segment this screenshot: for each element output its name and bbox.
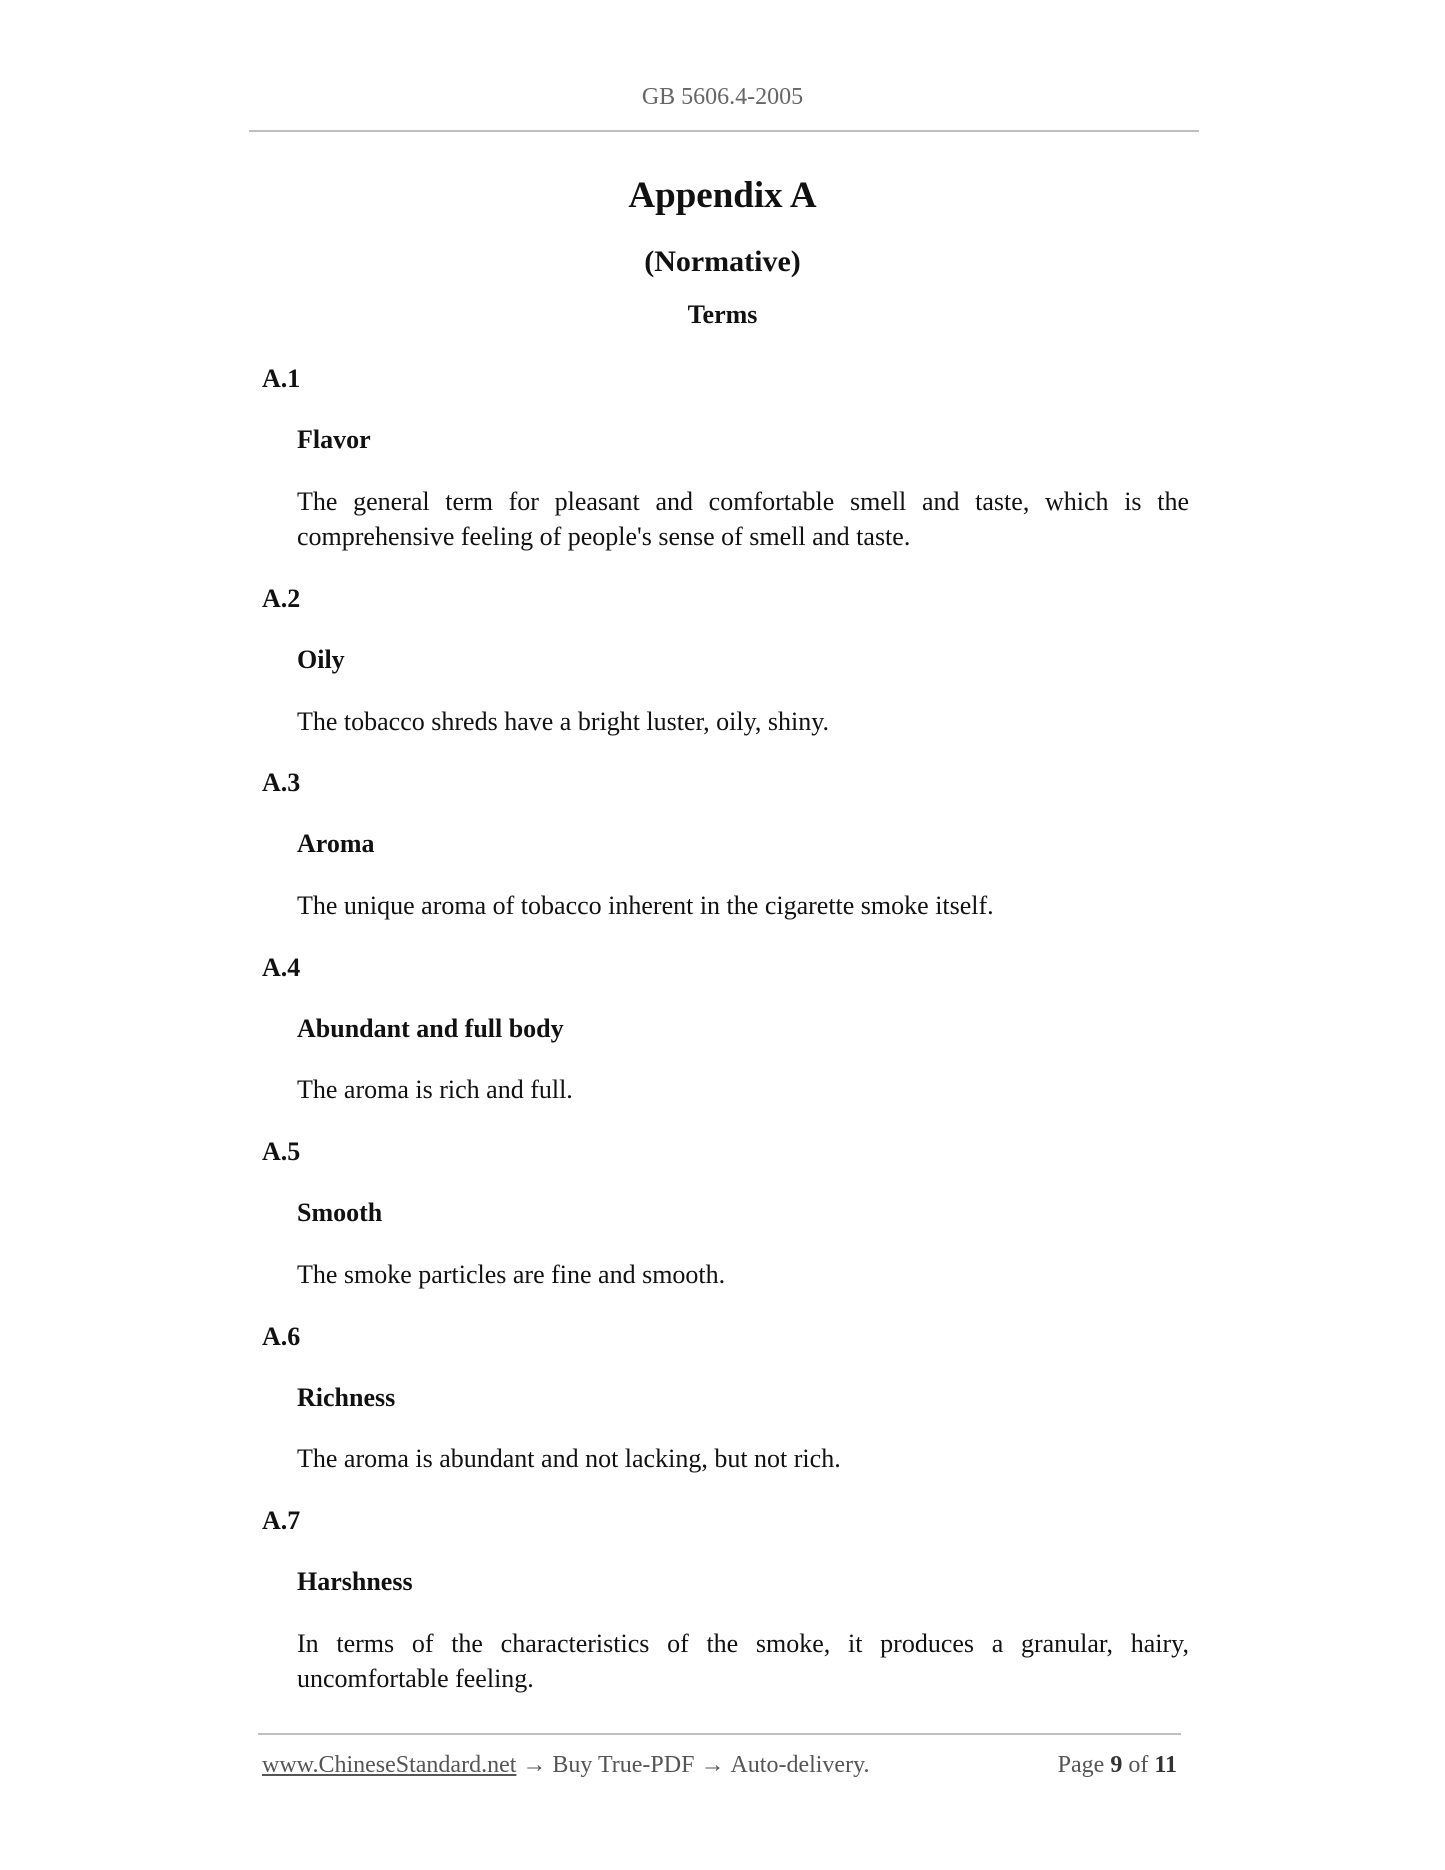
page-total: 11: [1154, 1752, 1177, 1778]
arrow-right-icon: →: [522, 1752, 547, 1778]
clause-number: A.7: [262, 1506, 301, 1535]
term-definition: The tobacco shreds have a bright luster, oily, shiny.: [297, 707, 830, 736]
term-heading: Abundant and full body: [297, 1014, 564, 1043]
page-current: 9: [1110, 1752, 1123, 1778]
page-label: Page: [1057, 1752, 1105, 1778]
section-title: Terms: [687, 300, 758, 329]
appendix-nature: (Normative): [644, 245, 801, 278]
term-definition: The unique aroma of tobacco inherent in the cigarette smoke itself.: [297, 891, 994, 920]
delivery-text: Auto-delivery.: [730, 1752, 870, 1778]
clause-number: A.4: [262, 953, 301, 982]
footer-promo: [262, 1752, 870, 1779]
clause-number: A.1: [262, 364, 301, 393]
running-header: GB 5606.4-2005: [641, 84, 804, 110]
website-link[interactable]: www.ChineseStandard.net: [262, 1752, 517, 1778]
clause-number: A.2: [262, 584, 301, 613]
header-divider: [249, 130, 1199, 132]
page-of: of: [1128, 1752, 1149, 1778]
appendix-title: Appendix A: [628, 175, 817, 216]
term-definition: The smoke particles are fine and smooth.: [297, 1260, 726, 1289]
term-definition: The aroma is rich and full.: [297, 1075, 573, 1104]
term-definition: The aroma is abundant and not lacking, but not rich.: [297, 1444, 841, 1473]
term-heading: Harshness: [297, 1567, 413, 1596]
clause-number: A.5: [262, 1137, 301, 1166]
page-indicator: [1058, 1752, 1177, 1779]
term-heading: Aroma: [297, 829, 375, 858]
term-heading: Oily: [297, 645, 345, 674]
clause-number: A.6: [262, 1322, 301, 1351]
footer-divider: [258, 1733, 1181, 1735]
buy-text: Buy True-PDF: [552, 1752, 695, 1778]
term-heading: Flavor: [297, 425, 371, 454]
clause-number: A.3: [262, 768, 301, 797]
arrow-right-icon: →: [700, 1752, 725, 1778]
term-heading: Richness: [297, 1383, 396, 1412]
term-definition: In terms of the characteristics of the smoke, it produces a granular, hairy, uncomfortable feeling.: [297, 1629, 1189, 1693]
term-definition: The general term for pleasant and comfortable smell and taste, which is the comprehensive feeling of people's sense of smell and taste.: [297, 487, 1189, 551]
term-heading: Smooth: [297, 1198, 383, 1227]
